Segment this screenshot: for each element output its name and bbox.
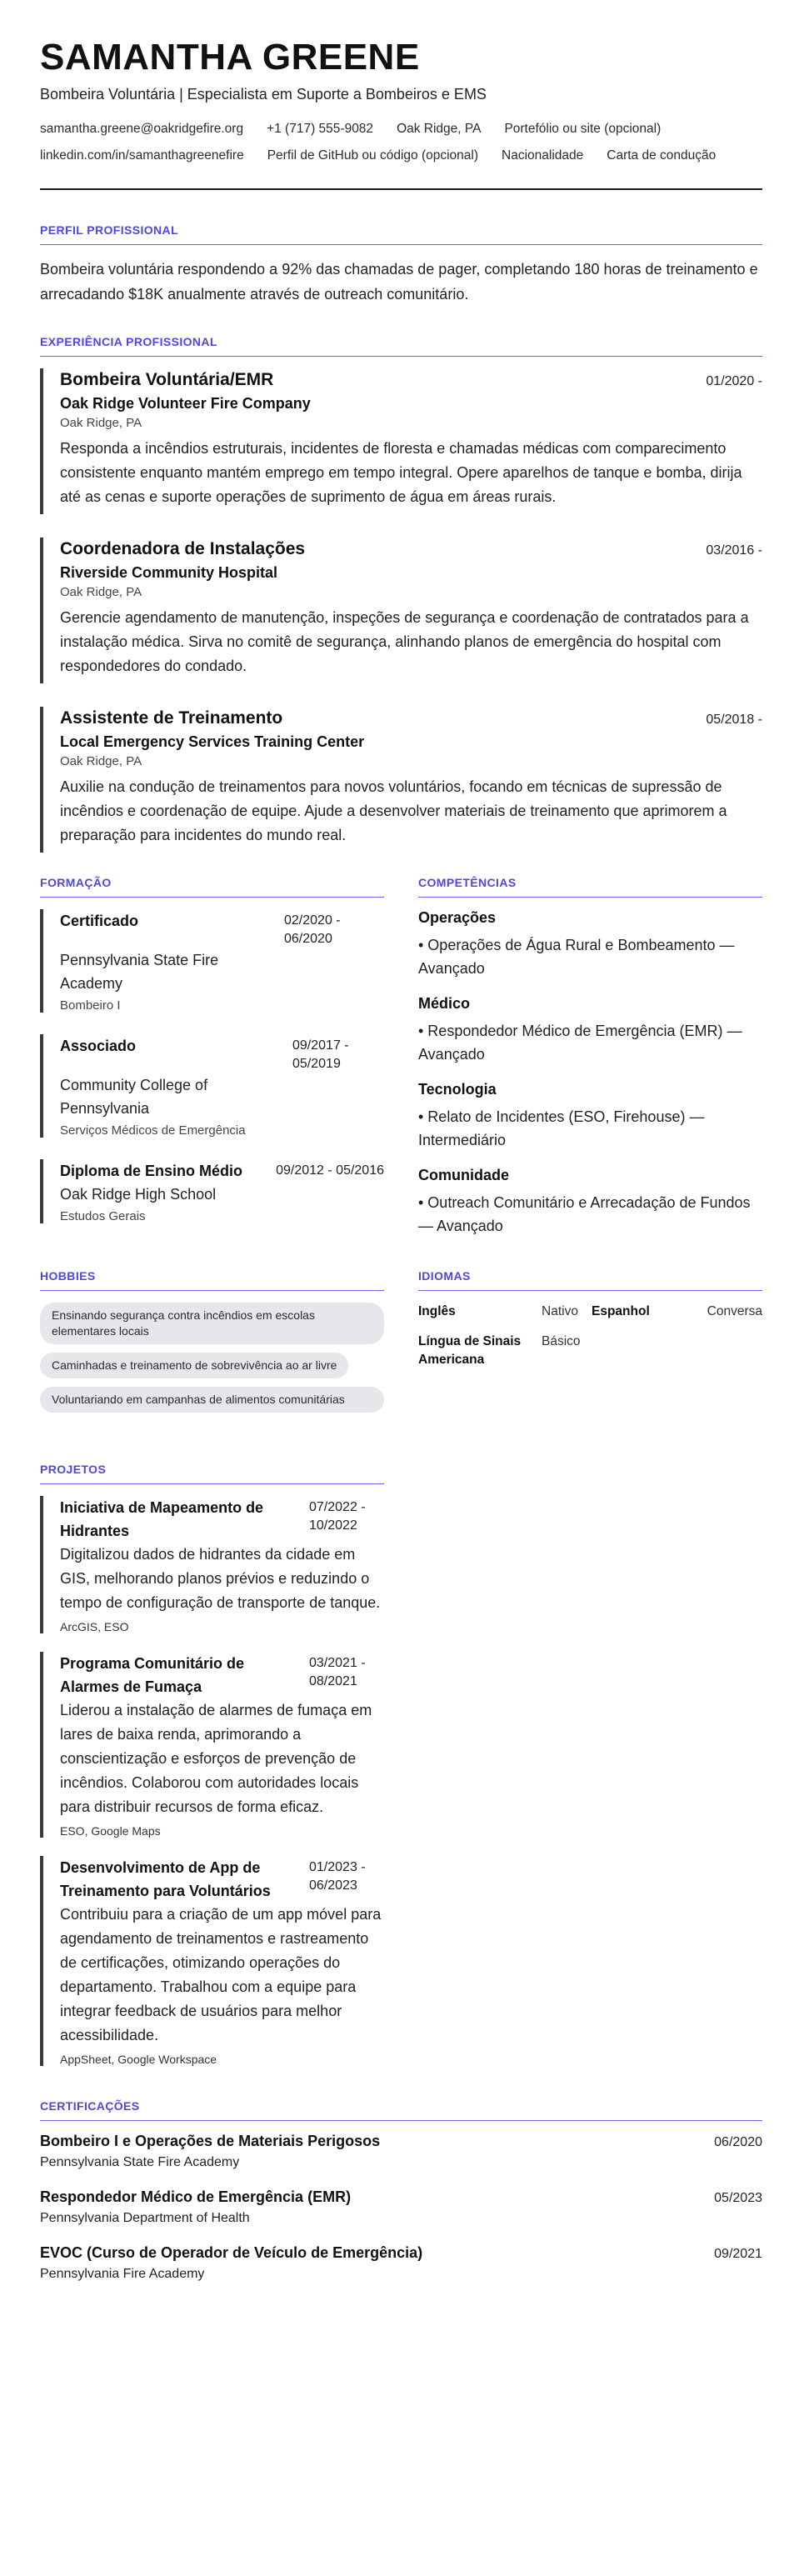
contact-email[interactable]: samantha.greene@oakridgefire.org <box>40 121 244 136</box>
project-tech: AppSheet, Google Workspace <box>60 2052 217 2066</box>
skill-item: • Respondedor Médico de Emergência (EMR) — Avançado <box>418 1022 742 1063</box>
section-title-languages: IDIOMAS <box>418 1269 762 1291</box>
experience-section <box>40 335 762 853</box>
skill-category: Operações <box>418 908 497 926</box>
skill-item: • Operações de Água Rural e Bombeamento — Avançado <box>418 936 735 977</box>
project-tech: ArcGIS, ESO <box>60 1619 129 1633</box>
job-date: 05/2018 - <box>706 712 762 727</box>
section-title-experience: EXPERIÊNCIA PROFISSIONAL <box>40 335 762 357</box>
education-skills-row <box>40 876 762 1253</box>
education-degree: Diploma de Ensino Médio <box>60 1162 243 1179</box>
contact-linkedin[interactable]: linkedin.com/in/samanthagreenefire <box>40 148 244 163</box>
section-title-education: FORMAÇÃO <box>40 876 384 898</box>
language-list <box>418 1303 762 1369</box>
education-field: Estudos Gerais <box>60 1208 146 1223</box>
job-company: Local Emergency Services Training Center <box>60 733 365 750</box>
education-field: Serviços Médicos de Emergência <box>60 1123 246 1138</box>
job-location: Oak Ridge, PA <box>60 753 142 768</box>
project-entry <box>40 1856 384 2066</box>
education-entry <box>40 909 384 1013</box>
job-title: Bombeira Voluntária/EMR <box>60 369 274 389</box>
summary-section <box>40 223 762 307</box>
certification-date: 05/2023 <box>714 2190 762 2205</box>
language-level: Básico <box>542 1333 581 1348</box>
project-description: Digitalizou dados de hidrantes da cidade em GIS, melhorando planos prévios e reduzindo o tempo de configuração de transporte de tanque. <box>60 1545 381 1611</box>
job-description: Responda a incêndios estruturais, incidentes de floresta e chamadas médicas com comparecimento consistente enquanto mantém emprego em tempo integral. Opere aparelhos de tanque e bomba, dirija até as cenas e suporte operações de suprimento de água em áreas rurais. <box>60 439 742 505</box>
project-title: Iniciativa de Mapeamento de Hidrantes <box>60 1498 264 1539</box>
certification-issuer: Pennsylvania State Fire Academy <box>40 2154 240 2169</box>
language-level: Nativo <box>542 1303 578 1318</box>
skills-section <box>418 876 762 1253</box>
hobby-tag: Ensinando segurança contra incêndios em escolas elementares locais <box>40 1303 384 1344</box>
job-description: Gerencie agendamento de manutenção, inspeções de segurança e coordenação de contratados para a instalação médica. Sirva no comitê de segurança, alinhando planos de emergência do hospital com respondedores do condado. <box>60 608 749 674</box>
language-level: Conversa <box>707 1303 762 1318</box>
education-degree: Certificado <box>60 912 139 929</box>
skill-category: Médico <box>418 994 471 1012</box>
candidate-name: SAMANTHA GREENE <box>40 37 420 78</box>
skill-category: Comunidade <box>418 1166 510 1183</box>
contact-nationality: Nacionalidade <box>502 148 584 163</box>
education-school: Oak Ridge High School <box>60 1185 217 1203</box>
education-school: Pennsylvania State Fire Academy <box>60 951 219 992</box>
project-title: Desenvolvimento de App de Treinamento para Voluntários <box>60 1858 271 1899</box>
project-date: 01/2023 - 06/2023 <box>309 1859 366 1893</box>
project-tech: ESO, Google Maps <box>60 1823 161 1838</box>
section-title-projects: PROJETOS <box>40 1463 384 1484</box>
project-title: Programa Comunitário de Alarmes de Fumaça <box>60 1654 245 1695</box>
certification-date: 06/2020 <box>714 2134 762 2149</box>
project-description: Liderou a instalação de alarmes de fumaça em lares de baixa renda, aprimorando a conscientização e esforços de prevenção de incêndios. Colaborou com autoridades locais para distribuir recursos de forma eficaz. <box>60 1701 372 1815</box>
contact-location: Oak Ridge, PA <box>397 121 482 136</box>
education-section <box>40 876 384 1253</box>
project-entry <box>40 1496 384 1633</box>
job-description: Auxilie na condução de treinamentos para novos voluntários, focando em técnicas de supressão de incêndios e coordenação de equipe. Ajude a desenvolver materiais de treinamento que aprimorem a preparação para incidentes do mundo real. <box>60 778 727 843</box>
skill-item: • Relato de Incidentes (ESO, Firehouse) — Intermediário <box>418 1108 705 1148</box>
projects-section <box>40 1463 384 2066</box>
section-title-skills: COMPETÊNCIAS <box>418 876 762 898</box>
certification-entry <box>40 2244 762 2282</box>
contact-license: Carta de condução <box>607 148 717 163</box>
job-date: 03/2016 - <box>706 543 762 558</box>
hobby-tag: Voluntariando em campanhas de alimentos comunitárias <box>40 1387 384 1413</box>
education-entry <box>40 1034 384 1138</box>
education-entry <box>40 1159 384 1223</box>
section-title-hobbies: HOBBIES <box>40 1269 384 1291</box>
resume-header <box>40 37 762 190</box>
certification-entry <box>40 2188 762 2226</box>
hobbies-section <box>40 1269 384 1421</box>
hobby-tag: Caminhadas e treinamento de sobrevivência ao ar livre <box>40 1353 348 1378</box>
certification-issuer: Pennsylvania Department of Health <box>40 2210 250 2225</box>
header-divider <box>40 188 762 190</box>
job-company: Oak Ridge Volunteer Fire Company <box>60 394 311 412</box>
project-entry <box>40 1652 384 1838</box>
job-location: Oak Ridge, PA <box>60 584 142 599</box>
job-title: Assistente de Treinamento <box>60 708 283 728</box>
job-title: Coordenadora de Instalações <box>60 538 306 558</box>
certification-entry <box>40 2133 762 2170</box>
certification-name: Bombeiro I e Operações de Materiais Perigosos <box>40 2132 381 2149</box>
contact-phone[interactable]: +1 (717) 555-9082 <box>267 121 374 136</box>
language-name: Espanhol <box>592 1303 650 1318</box>
certification-name: Respondedor Médico de Emergência (EMR) <box>40 2188 352 2205</box>
project-date: 03/2021 - 08/2021 <box>309 1655 366 1688</box>
language-name: Língua de Sinais Americana <box>418 1333 522 1367</box>
section-title-certifications: CERTIFICAÇÕES <box>40 2099 762 2121</box>
certification-name: EVOC (Curso de Operador de Veículo de Emergência) <box>40 2243 423 2261</box>
project-description: Contribuiu para a criação de um app móvel para agendamento de treinamentos e rastreamento de certificações, otimizando operações do departamento. Trabalhou com a equipe para integrar feedback de usuários para melhor acessibilidade. <box>60 1905 382 2043</box>
job-entry <box>40 538 762 683</box>
contact-portfolio[interactable]: Portefólio ou site (opcional) <box>504 121 662 136</box>
education-school: Community College of Pennsylvania <box>60 1076 208 1117</box>
job-company: Riverside Community Hospital <box>60 563 278 581</box>
education-degree: Associado <box>60 1037 137 1054</box>
languages-section <box>418 1269 762 1421</box>
certification-date: 09/2021 <box>714 2246 762 2261</box>
section-title-summary: PERFIL PROFISSIONAL <box>40 223 762 245</box>
job-entry <box>40 368 762 514</box>
education-date: 09/2017 - 05/2019 <box>292 1038 349 1071</box>
certifications-section <box>40 2099 762 2282</box>
candidate-headline: Bombeira Voluntária | Especialista em Suporte a Bombeiros e EMS <box>40 85 487 103</box>
job-location: Oak Ridge, PA <box>60 415 142 430</box>
project-date: 07/2022 - 10/2022 <box>309 1499 366 1533</box>
language-name: Inglês <box>418 1303 456 1318</box>
skill-item: • Outreach Comunitário e Arrecadação de Fundos — Avançado <box>418 1193 751 1234</box>
hobbies-languages-row <box>40 1269 762 1421</box>
summary-text: Bombeira voluntária respondendo a 92% das chamadas de pager, completando 180 horas de treinamento e arrecadando $18K anualmente através de outreach comunitário. <box>40 260 758 303</box>
education-date: 09/2012 - 05/2016 <box>276 1163 384 1178</box>
education-date: 02/2020 - 06/2020 <box>284 913 341 946</box>
contact-github[interactable]: Perfil de GitHub ou código (opcional) <box>267 148 479 163</box>
skill-category: Tecnologia <box>418 1080 497 1098</box>
certification-issuer: Pennsylvania Fire Academy <box>40 2266 205 2281</box>
contact-list <box>40 120 762 165</box>
education-field: Bombeiro I <box>60 998 121 1013</box>
job-entry <box>40 707 762 853</box>
job-date: 01/2020 - <box>706 373 762 388</box>
